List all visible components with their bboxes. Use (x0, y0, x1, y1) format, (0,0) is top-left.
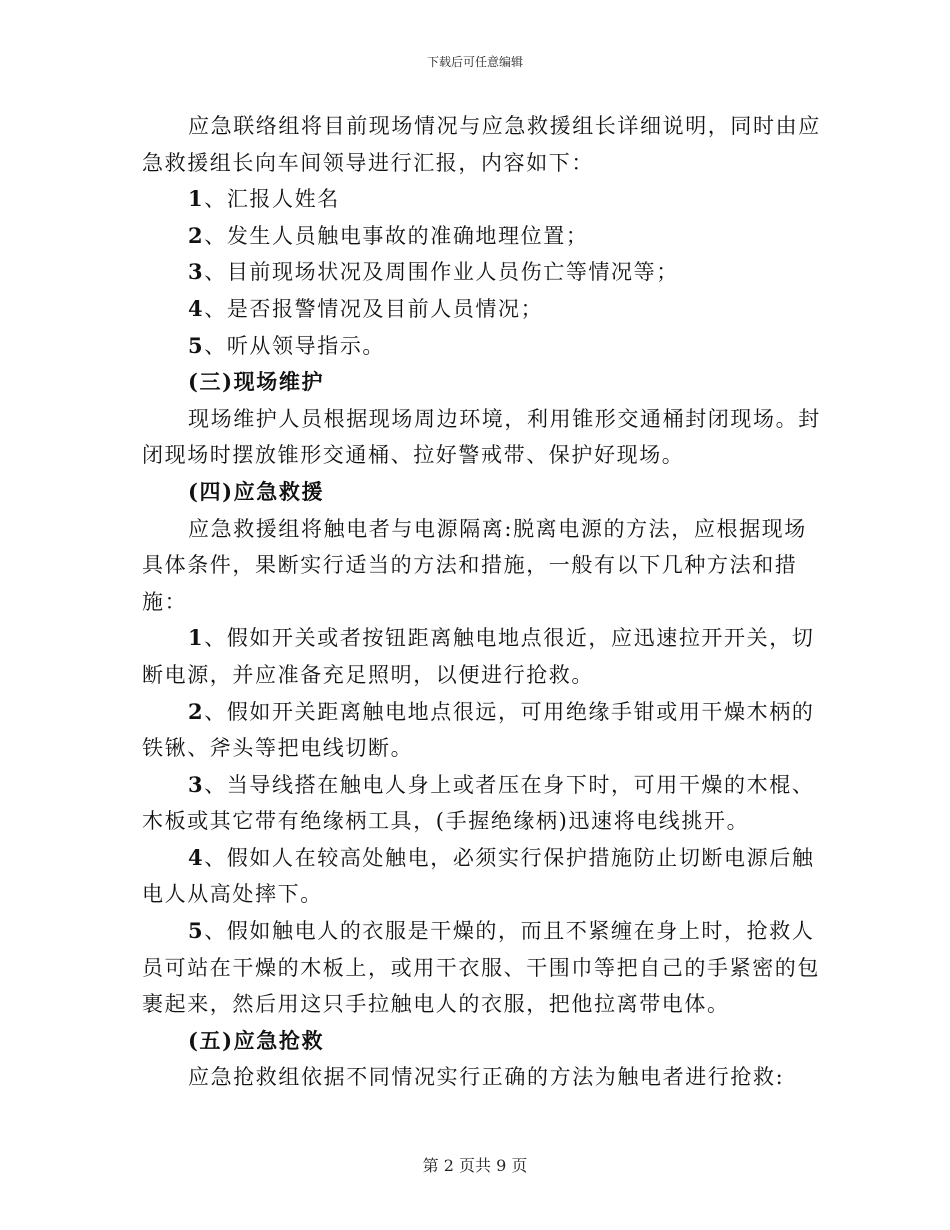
list-item: 3、目前现场状况及周围作业人员伤亡等情况等； (188, 259, 679, 285)
paragraph: 应急抢救组依据不同情况实行正确的方法为触电者进行抢救: (188, 1065, 785, 1090)
document-body (142, 108, 822, 1096)
list-item: 1、假如开关或者按钮距离触电地点很近，应迅速拉开开关，切断电源，并应准备充足照明，以便进行抢救。 (142, 625, 815, 687)
paragraph: 应急联络组将目前现场情况与应急救援组长详细说明，同时由应急救援组长向车间领导进行汇报，内容如下： (142, 114, 821, 175)
page-header: 下载后可任意编辑 (426, 55, 523, 69)
paragraph: 现场维护人员根据现场周边环境，利用锥形交通桶封闭现场。封闭现场时摆放锥形交通桶、拉好警戒带、保护好现场。 (142, 406, 821, 468)
list-item: 4、假如人在较高处触电，必须实行保护措施防止切断电源后触电人从高处摔下。 (142, 844, 815, 907)
list-item: 5、听从领导指示。 (188, 332, 386, 358)
list-item: 1、汇报人姓名 (188, 186, 340, 212)
list-item: 4、是否报警情况及目前人员情况； (188, 295, 544, 321)
list-item: 2、假如开关距离触电地点很远，可用绝缘手钳或用干燥木柄的铁锹、斧头等把电线切断。 (142, 698, 815, 761)
section-heading: (三)现场维护 (188, 369, 325, 395)
section-heading: (四)应急救援 (188, 478, 325, 504)
paragraph: 应急救援组将触电者与电源隔离:脱离电源的方法，应根据现场具体条件，果断实行适当的方法和措施，一般有以下几种方法和措施： (142, 516, 807, 614)
list-item: 2、发生人员触电事故的准确地理位置； (188, 222, 589, 248)
section-heading: (五)应急抢救 (188, 1027, 325, 1053)
page-number: 第 2 页共 9 页 (422, 1156, 528, 1175)
list-item: 3、当导线搭在触电人身上或者压在身下时，可用干燥的木棍、木板或其它带有绝缘柄工具，(手握绝缘柄)迅速将电线挑开。 (142, 771, 815, 834)
list-item: 5、假如触电人的衣服是干燥的，而且不紧缠在身上时，抢救人员可站在干燥的木板上，或用干衣服、干围巾等把自己的手紧密的包裹起来，然后用这只手拉触电人的衣服，把他拉离带电体。 (142, 918, 820, 1017)
